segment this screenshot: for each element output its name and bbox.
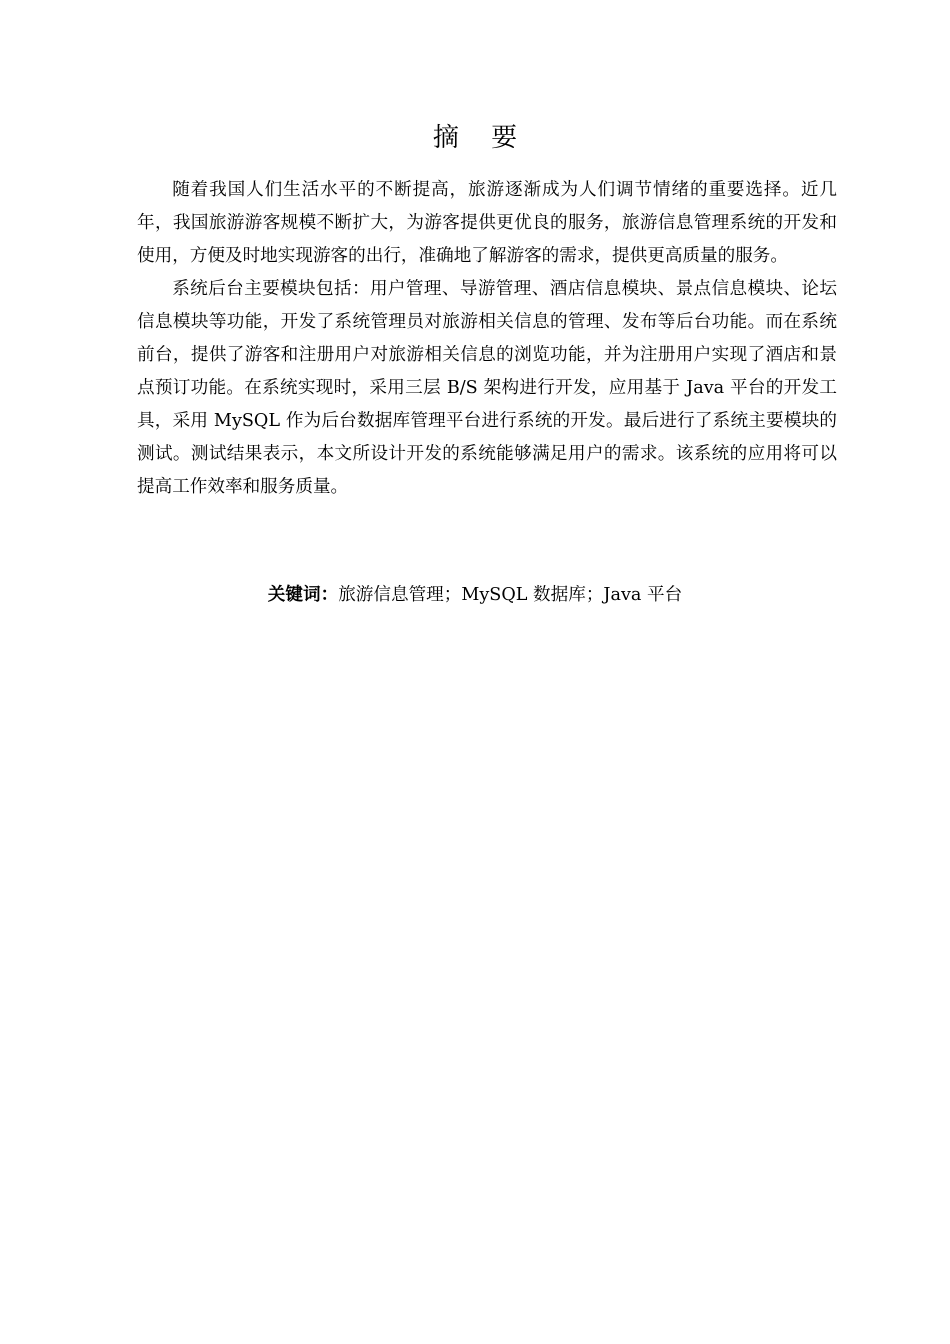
keywords-line — [0, 580, 950, 610]
abstract-paragraph-1: 随着我国人们生活水平的不断提高，旅游逐渐成为人们调节情绪的重要选择。近几年，我国旅游游客规模不断扩大，为游客提供更优良的服务，旅游信息管理系统的开发和使用，方便及时地实现游客的出行，准确地了解游客的需求，提供更高质量的服务。 — [137, 180, 837, 266]
keywords-label: 关键词： — [267, 585, 339, 605]
abstract-body — [137, 174, 837, 504]
keywords-text: 旅游信息管理；MySQL 数据库；Java 平台 — [338, 585, 683, 605]
abstract-title: 摘 要 — [432, 123, 530, 153]
abstract-paragraph-2: 系统后台主要模块包括：用户管理、导游管理、酒店信息模块、景点信息模块、论坛信息模块等功能，开发了系统管理员对旅游相关信息的管理、发布等后台功能。而在系统前台，提供了游客和注册用户对旅游相关信息的浏览功能，并为注册用户实现了酒店和景点预订功能。在系统实现时，采用三层 B/S 架构进行开发，应用基于 Java 平台的开发工具，采用 MySQL 作为后台数据库管理平台进行系统的开发。最后进行了系统主要模块的测试。测试结果表示，本文所设计开发的系统能够满足用户的需求。该系统的应用将可以提高工作效率和服务质量。 — [137, 279, 837, 497]
